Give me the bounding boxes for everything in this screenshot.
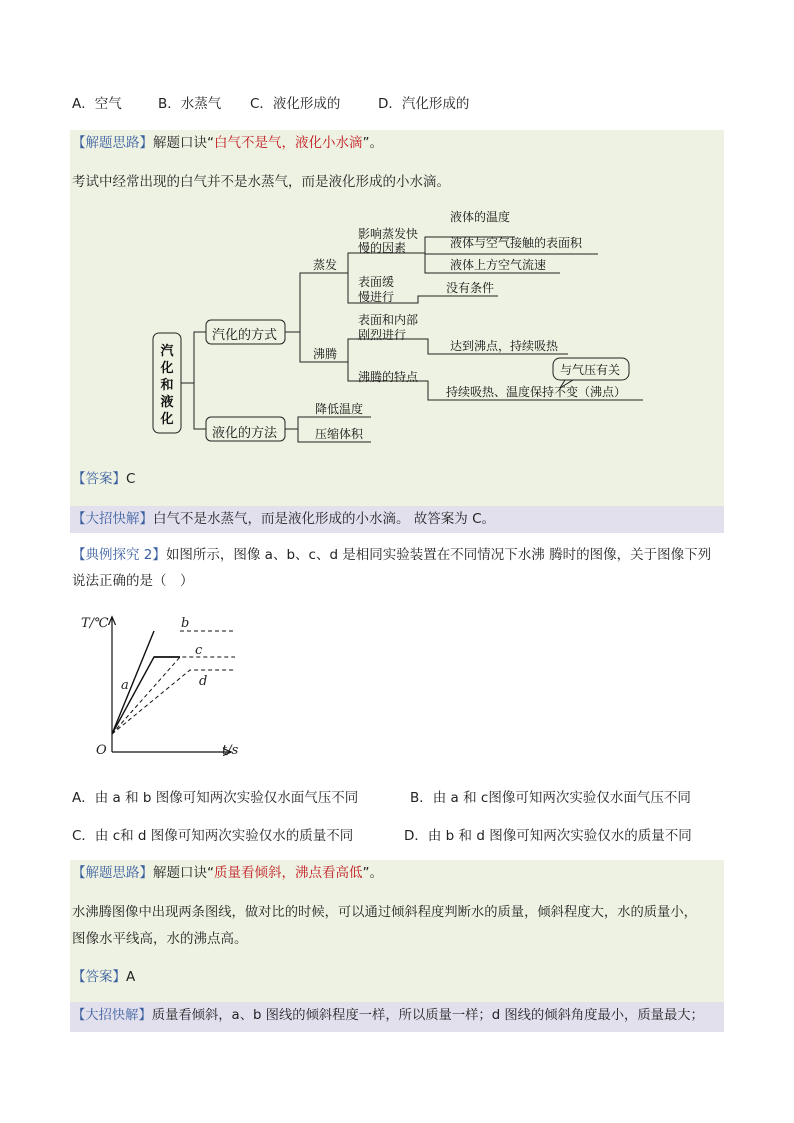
q2-hint-suffix: ”。 <box>362 865 383 881</box>
q2-answer-tag: 【答案】 <box>72 969 126 985</box>
q2-hint-mnemonic: 质量看倾斜，沸点看高低 <box>214 865 363 881</box>
root-char: 和 <box>160 378 174 393</box>
q2-quick-line <box>72 1006 704 1026</box>
answer-tag: 【答案】 <box>72 471 126 487</box>
series-label-c: c <box>195 643 203 658</box>
root-char: 汽 <box>160 344 174 359</box>
option-a: A．空气 <box>72 96 122 112</box>
boil-feature-label: 沸腾的特点 <box>358 370 419 384</box>
answer-value: C <box>126 471 136 487</box>
q2-option-d: D．由 b 和 d 图像可知两次实验仅水的质量不同 <box>404 828 692 844</box>
hint-suffix: ”。 <box>362 135 383 151</box>
evaporation-label: 蒸发 <box>313 258 338 272</box>
pressure-label: 与气压有关 <box>560 363 621 377</box>
quick-solution-line <box>72 509 495 529</box>
stem-text-1: 如图所示，图像 a、b、c、d 是相同实验装置在不同情况下水沸 腾时的图像，关于图像下列 <box>165 547 712 563</box>
liquid-temp-label: 液体的温度 <box>450 210 511 224</box>
air-flow-label: 液体上方空气流速 <box>450 258 547 272</box>
question-stem-line-1 <box>72 545 711 565</box>
factor-label-2: 慢的因素 <box>358 241 407 255</box>
x-axis-label: t/s <box>222 743 239 758</box>
reach-boil-label: 达到沸点，持续吸热 <box>450 339 559 353</box>
hint-tag: 【解题思路】 <box>72 135 153 151</box>
q2-quick-text: 质量看倾斜，a、b 图线的倾斜程度一样，所以质量一样；d 图线的倾斜角度最小，质量最大； <box>151 1008 704 1023</box>
q2-option-b: B．由 a 和 c图像可知两次实验仅水面气压不同 <box>410 790 691 806</box>
series-label-a: a <box>121 678 129 693</box>
series-label-b: b <box>181 616 190 631</box>
intense-label-1: 表面和内部 <box>358 313 419 327</box>
q2-explanation-1: 水沸腾图像中出现两条图线，做对比的时候，可以通过倾斜程度判断水的质量，倾斜程度大，水的质量小， <box>72 905 697 920</box>
hint-prefix: 解题口诀“ <box>153 135 214 151</box>
option-d: D．汽化形成的 <box>378 96 470 112</box>
question-stem-line-2: 说法正确的是（ ） <box>72 573 194 589</box>
option-b: B．水蒸气 <box>158 96 222 112</box>
series-line-a-rise <box>112 631 154 734</box>
q2-hint-tag: 【解题思路】 <box>72 865 153 881</box>
q2-hint-prefix: 解题口诀“ <box>153 865 214 881</box>
option-c: C．液化形成的 <box>250 96 341 112</box>
series-line-d <box>112 670 235 734</box>
q2-quick-tag: 【大招快解】 <box>72 1008 152 1023</box>
q2-answer-value: A <box>126 969 136 985</box>
connector-evaporation <box>285 273 310 332</box>
y-axis-label: T/℃ <box>81 616 109 631</box>
q2-option-c: C．由 c和 d 图像可知两次实验仅水的质量不同 <box>72 828 354 844</box>
vaporize-way-label: 汽化的方式 <box>212 328 278 343</box>
series-label-d: d <box>199 674 208 689</box>
q2-answer-line <box>72 967 135 987</box>
factor-label-1: 影响蒸发快 <box>358 227 419 241</box>
root-label <box>160 343 174 428</box>
series-line-c <box>112 657 235 734</box>
liquefy-way-label: 液化的方法 <box>212 426 278 441</box>
answer-line <box>72 469 135 489</box>
connector-root-liquefy <box>194 383 206 429</box>
hint-mnemonic: 白气不是气，液化小水滴 <box>214 135 363 151</box>
q2-hint-line <box>72 863 383 883</box>
hint-line <box>72 133 383 153</box>
connector-root-vaporize <box>181 332 206 383</box>
root-char: 化 <box>160 361 174 376</box>
slow-label-2: 慢进行 <box>358 290 395 304</box>
slow-label-1: 表面缓 <box>358 275 395 289</box>
compress-label: 压缩体积 <box>315 427 364 441</box>
boiling-label: 沸腾 <box>313 347 338 361</box>
q2-explanation-2: 图像水平线高，水的沸点高。 <box>72 931 248 947</box>
intense-label-2: 剧烈进行 <box>358 328 407 342</box>
quick-tag: 【大招快解】 <box>72 511 153 527</box>
connector-boiling <box>300 332 310 362</box>
quick-text: 白气不是水蒸气，而是液化形成的小水滴。 故答案为 C。 <box>153 511 496 527</box>
root-char: 液 <box>160 395 174 410</box>
example-tag: 【典例探究 2】 <box>72 547 166 563</box>
q2-option-a: A．由 a 和 b 图像可知两次实验仅水面气压不同 <box>72 790 359 806</box>
lower-temp-label: 降低温度 <box>315 402 364 416</box>
surface-area-label: 液体与空气接触的表面积 <box>450 236 583 250</box>
explanation-text: 考试中经常出现的白气并不是水蒸气，而是液化形成的小水滴。 <box>72 174 450 190</box>
root-char: 化 <box>160 412 174 427</box>
origin-label: O <box>96 743 107 758</box>
keep-absorb-label: 持续吸热、温度保持不变（沸点） <box>446 385 627 399</box>
no-condition-label: 没有条件 <box>446 281 495 295</box>
